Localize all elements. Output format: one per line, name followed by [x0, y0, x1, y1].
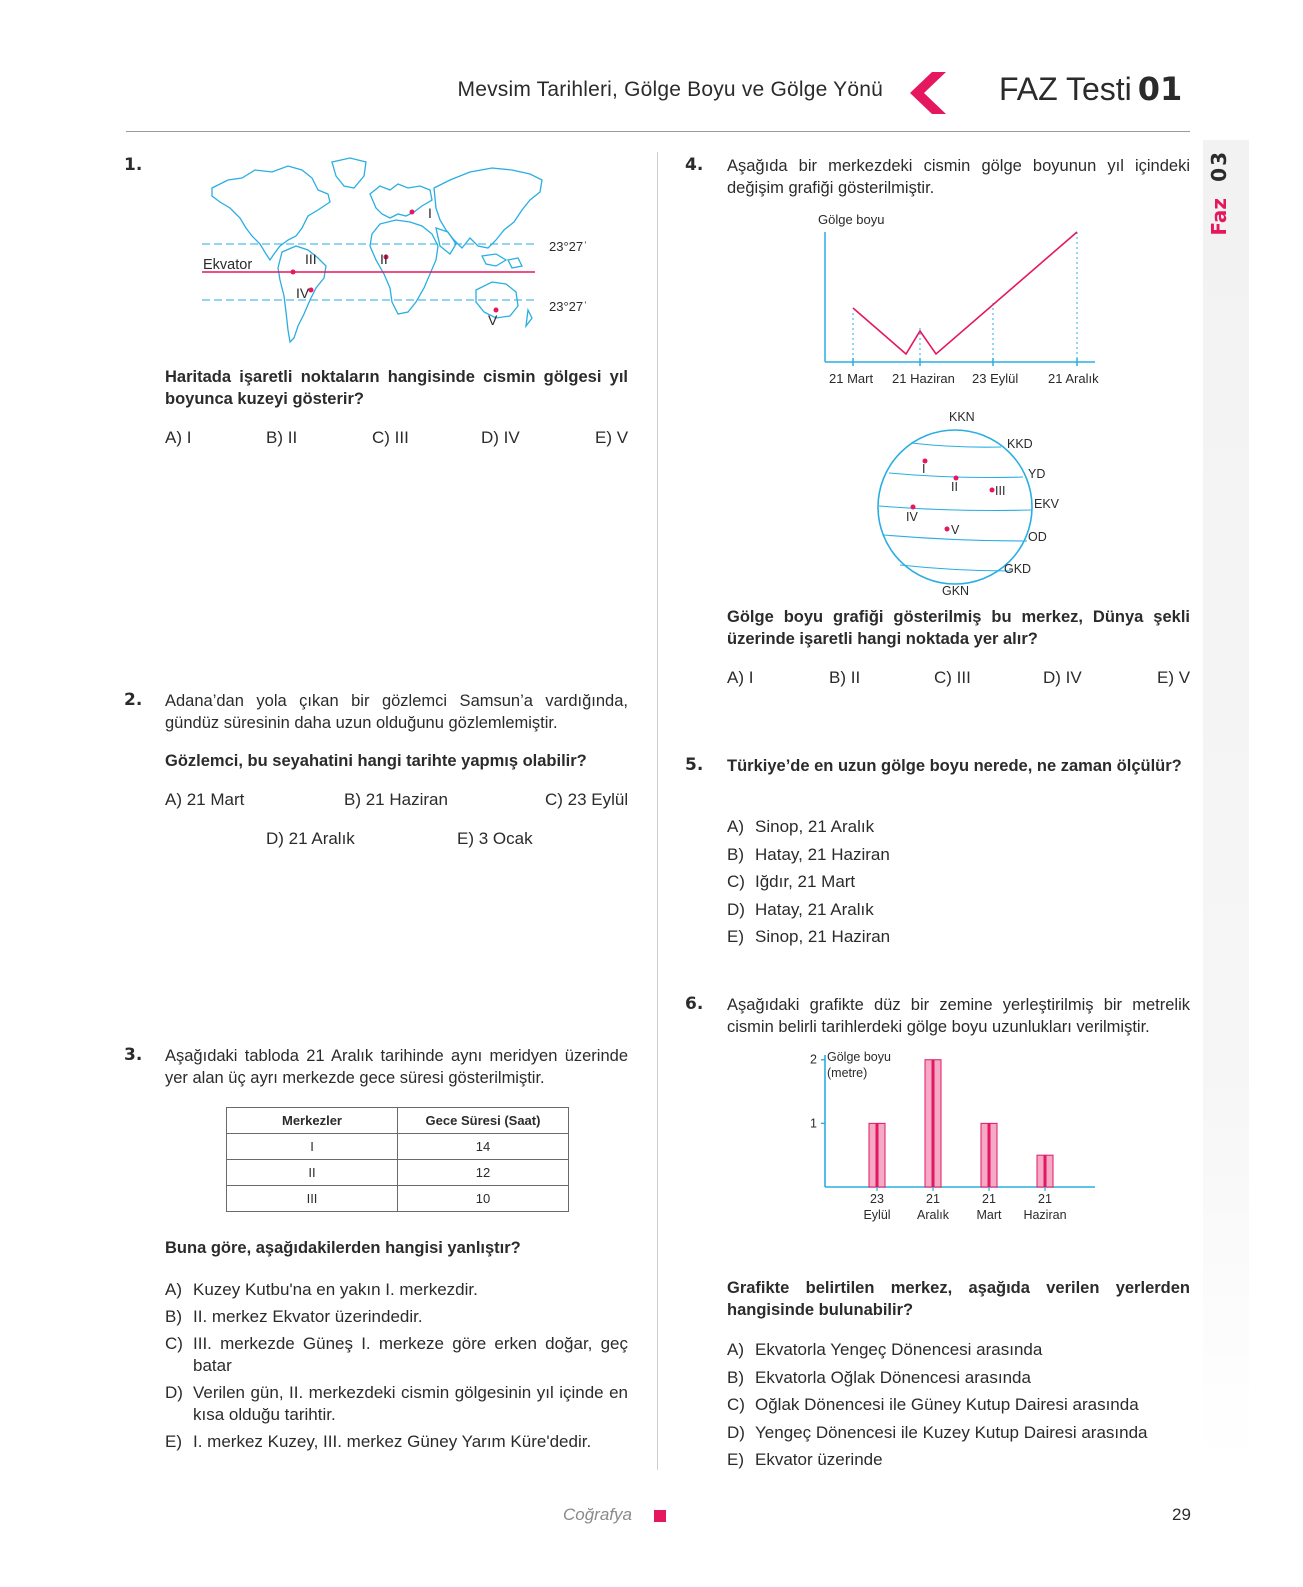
option-letter: D)	[727, 899, 745, 919]
q2-text: Adana’dan yola çıkan bir gözlemci Samsun’a vardığında, gündüz süresinin daha uzun olduğunu gözlemlemiştir.	[165, 692, 628, 732]
table-cell: II	[227, 1160, 398, 1186]
header-title: Mevsim Tarihleri, Gölge Boyu ve Gölge Yönü	[457, 78, 883, 101]
option-text: Verilen gün, II. merkezdeki cismin gölgesinin yıl içinde en kısa olduğu tarihtir.	[193, 1383, 628, 1424]
table-row	[227, 1186, 569, 1212]
q3-option-c[interactable]	[165, 1333, 628, 1377]
q6-question: Grafikte belirtilen merkez, aşağıda verilen yerlerden hangisinde bulunabilir?	[727, 1279, 1190, 1319]
option-text: Oğlak Dönencesi ile Güney Kutup Dairesi arasında	[755, 1395, 1139, 1414]
chevron-left-icon	[906, 70, 954, 116]
chart-ylabel: Gölge boyu	[827, 1050, 891, 1064]
q4-graph-ylabel: Gölge boyu	[818, 212, 885, 227]
night-duration-table	[226, 1107, 569, 1212]
chart-x-tick-label: Eylül	[863, 1208, 891, 1222]
q3-option-a[interactable]	[165, 1279, 628, 1301]
q4-xlabel: 21 Haziran	[892, 371, 955, 386]
q1-option-a[interactable]: A) I	[165, 428, 192, 447]
faz-test-title	[999, 70, 1182, 108]
q5-option-c[interactable]	[727, 868, 890, 896]
option-letter: A)	[727, 1340, 744, 1359]
q5-number: 5.	[685, 755, 704, 775]
shadow-length-graph	[810, 228, 1100, 368]
option-letter: C)	[727, 872, 745, 891]
option-text: Kuzey Kutbu'na en yakın I. merkezdir.	[193, 1280, 478, 1299]
q5-question: Türkiye’de en uzun gölge boyu nerede, ne zaman ölçülür?	[727, 757, 1182, 775]
side-faz-logo: Faz	[1207, 198, 1231, 236]
q5-options	[727, 813, 890, 951]
q6-option-c[interactable]	[727, 1391, 1148, 1419]
q5-option-a[interactable]	[727, 813, 890, 841]
q4-xlabel: 21 Mart	[829, 371, 874, 386]
option-letter: B)	[165, 1307, 182, 1326]
q1-option-b[interactable]: B) II	[266, 428, 298, 447]
q6-option-d[interactable]	[727, 1419, 1148, 1447]
option-letter: D)	[165, 1383, 183, 1402]
option-text: II. merkez Ekvator üzerindedir.	[193, 1307, 423, 1326]
option-text: Ekvatorla Yengeç Dönencesi arasında	[755, 1340, 1043, 1359]
globe-label-yd: YD	[1028, 467, 1046, 481]
q5-option-d[interactable]	[727, 896, 890, 924]
option-text: Iğdır, 21 Mart	[755, 872, 856, 891]
column-divider	[657, 152, 658, 1470]
q5-option-b[interactable]	[727, 841, 890, 869]
tropic-north-label: 23°27ˈ	[549, 239, 588, 254]
option-text: III. merkezde Güneş I. merkeze göre erken doğar, geç batar	[193, 1334, 628, 1375]
chart-x-tick-label: 21	[926, 1192, 940, 1206]
footer-square-icon	[654, 1510, 666, 1522]
globe-point-label: V	[951, 523, 960, 537]
table-cell: 10	[398, 1186, 569, 1212]
graph-gridlines	[853, 232, 1077, 362]
option-letter: E)	[727, 1450, 744, 1469]
q6-options	[727, 1336, 1148, 1474]
option-text: Hatay, 21 Aralık	[755, 899, 874, 919]
table-header-row	[227, 1108, 569, 1134]
faz-label: FAZ Testi	[999, 71, 1132, 107]
option-letter: E)	[727, 927, 744, 946]
side-tab	[1203, 140, 1249, 1460]
globe-label-gkn: GKN	[942, 584, 970, 598]
globe-parallels	[879, 443, 1031, 571]
option-letter: D)	[727, 1422, 745, 1442]
page-number: 29	[1172, 1505, 1191, 1524]
q5-option-e[interactable]	[727, 923, 890, 951]
chart-x-tick-label: Mart	[976, 1208, 1002, 1222]
q4-question: Gölge boyu grafiği gösterilmiş bu merkez, Dünya şekli üzerinde işaretli hangi noktada yer alır?	[727, 608, 1190, 648]
q6-option-b[interactable]	[727, 1364, 1148, 1392]
option-text: Ekvator üzerinde	[755, 1450, 883, 1469]
chart-ylabel: (metre)	[827, 1066, 868, 1080]
option-text: Yengeç Dönencesi ile Kuzey Kutup Dairesi arasında	[755, 1422, 1148, 1442]
q1-option-c[interactable]: C) III	[372, 428, 409, 447]
globe-label-gkd: GKD	[1004, 562, 1032, 576]
table-header: Gece Süresi (Saat)	[398, 1108, 569, 1134]
q3-text: Aşağıdaki tabloda 21 Aralık tarihinde aynı meridyen üzerinde yer alan üç ayrı merkezde gece süresi gösterilmiştir.	[165, 1047, 628, 1087]
q6-option-e[interactable]	[727, 1446, 1148, 1474]
chart-x-tick-label: Aralık	[917, 1208, 949, 1222]
q4-option-a[interactable]: A) I	[727, 668, 754, 687]
q4-option-d[interactable]: D) IV	[1043, 668, 1082, 687]
q2-option-a[interactable]: A) 21 Mart	[165, 790, 245, 809]
option-text: I. merkez Kuzey, III. merkez Güney Yarım Küre'dedir.	[193, 1432, 592, 1451]
q4-option-b[interactable]: B) II	[829, 668, 861, 687]
q2-number: 2.	[124, 690, 143, 710]
chart-y-tick-label: 1	[810, 1116, 817, 1131]
table-cell: I	[227, 1134, 398, 1160]
q4-option-c[interactable]: C) III	[934, 668, 971, 687]
q4-number: 4.	[685, 155, 704, 175]
chart-x-tick-label: 23	[870, 1192, 884, 1206]
q1-question: Haritada işaretli noktaların hangisinde cismin gölgesi yıl boyunca kuzeyi gösterir?	[165, 368, 628, 408]
map-point-label: IV	[296, 285, 310, 301]
table-cell: 14	[398, 1134, 569, 1160]
header-divider	[126, 131, 1190, 132]
table-cell: III	[227, 1186, 398, 1212]
chart-x-tick-label: 21	[1038, 1192, 1052, 1206]
globe-point-label: III	[995, 484, 1006, 498]
option-letter: C)	[727, 1395, 745, 1414]
option-text: Ekvatorla Oğlak Dönencesi arasında	[755, 1367, 1031, 1387]
q6-number: 6.	[685, 994, 704, 1014]
q4-xlabel: 23 Eylül	[972, 371, 1019, 386]
q6-option-a[interactable]	[727, 1336, 1148, 1364]
map-point-label: V	[488, 312, 498, 328]
ekvator-label: Ekvator	[203, 257, 253, 273]
option-text: Sinop, 21 Haziran	[755, 927, 891, 946]
q4-option-e[interactable]: E) V	[1157, 668, 1191, 687]
globe-point-label: II	[951, 480, 958, 494]
option-letter: B)	[727, 844, 744, 864]
option-letter: A)	[165, 1280, 182, 1299]
footer-subject: Coğrafya	[563, 1505, 632, 1524]
table-row	[227, 1160, 569, 1186]
q2-option-b[interactable]: B) 21 Haziran	[344, 790, 448, 809]
map-point-label: II	[380, 251, 388, 267]
q1-option-d[interactable]: D) IV	[481, 428, 520, 447]
chart-x-tick-label: 21	[982, 1192, 996, 1206]
table-header: Merkezler	[227, 1108, 398, 1134]
q1-number: 1.	[124, 155, 143, 175]
q4-text: Aşağıda bir merkezdeki cismin gölge boyunun yıl içindeki değişim grafiği gösterilmiştir.	[727, 157, 1190, 197]
tropic-south-label: 23°27ˈ	[549, 299, 588, 314]
option-text: Hatay, 21 Haziran	[755, 844, 890, 864]
option-letter: B)	[727, 1367, 744, 1387]
table-cell: 12	[398, 1160, 569, 1186]
option-letter: A)	[727, 817, 744, 836]
q3-option-e[interactable]	[165, 1431, 628, 1453]
chart-y-tick-label: 2	[810, 1052, 817, 1067]
q2-option-d[interactable]: D) 21 Aralık	[266, 829, 355, 848]
q3-number: 3.	[124, 1045, 143, 1065]
shadow-length-line	[853, 232, 1077, 354]
q2-option-c[interactable]: C) 23 Eylül	[545, 790, 629, 809]
globe-label-kkn: KKN	[949, 410, 975, 424]
shadow-bar-chart	[800, 1047, 1110, 1257]
chart-x-tick-label: Haziran	[1023, 1208, 1067, 1222]
table-row	[227, 1134, 569, 1160]
q3-option-b[interactable]	[165, 1306, 628, 1328]
globe-point-label: IV	[906, 510, 918, 524]
globe-label-ekv: EKV	[1034, 497, 1060, 511]
option-text: Sinop, 21 Aralık	[755, 817, 875, 836]
globe-label-kkd: KKD	[1007, 437, 1033, 451]
q3-option-d[interactable]	[165, 1382, 628, 1426]
globe-label-od: OD	[1028, 530, 1047, 544]
q2-option-e[interactable]: E) 3 Ocak	[457, 829, 533, 848]
faz-number: 01	[1137, 70, 1183, 108]
q3-options	[165, 1279, 628, 1458]
q2-question: Gözlemci, bu seyahatini hangi tarihte yapmış olabilir?	[165, 752, 587, 770]
map-point-label: I	[428, 205, 432, 221]
q6-text: Aşağıdaki grafikte düz bir zemine yerleştirilmiş bir metrelik cismin belirli tarihlerdeki gölge boyu uzunlukları verilmiştir.	[727, 996, 1190, 1036]
map-point-label: III	[305, 251, 317, 267]
q1-option-e[interactable]: E) V	[595, 428, 629, 447]
globe-point-label: I	[922, 462, 926, 476]
option-letter: C)	[165, 1334, 183, 1353]
option-letter: E)	[165, 1432, 182, 1451]
q3-question: Buna göre, aşağıdakilerden hangisi yanlıştır?	[165, 1239, 521, 1257]
q4-xlabel: 21 Aralık	[1048, 371, 1099, 386]
side-number: 03	[1207, 150, 1231, 182]
